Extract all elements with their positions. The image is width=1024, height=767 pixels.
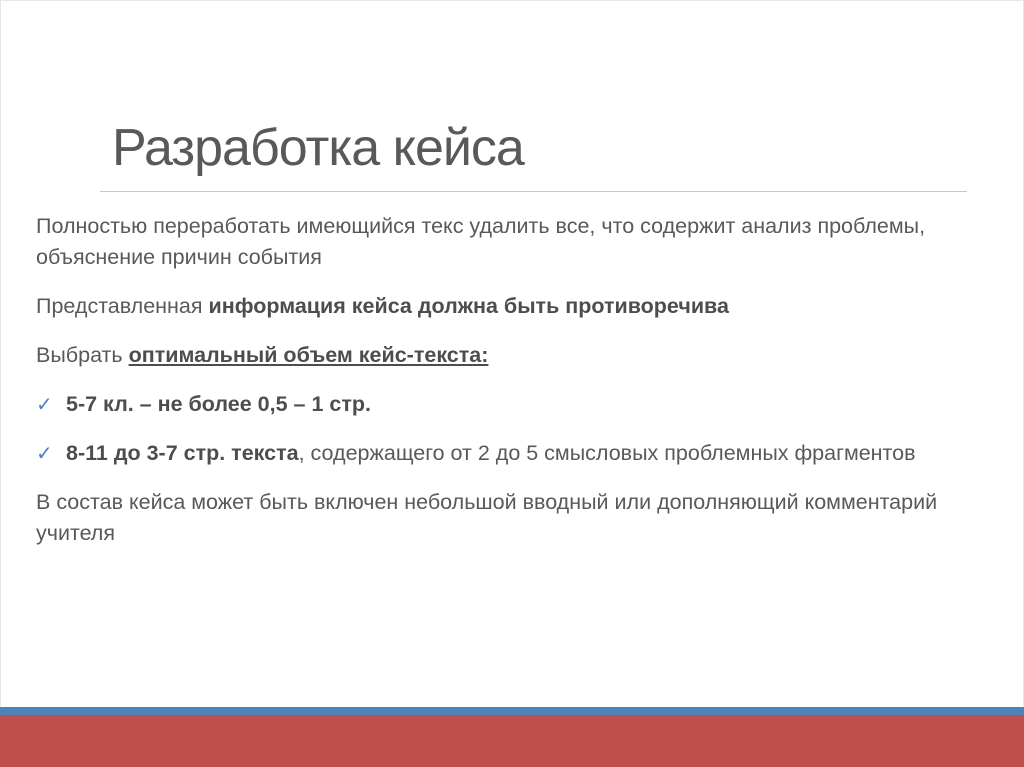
bullet-bold-text: 8-11 до 3-7 стр. текста (66, 441, 299, 465)
footer-stripe-red (0, 715, 1024, 767)
paragraph-text: Выбрать (36, 343, 129, 367)
paragraph-optimal-volume (36, 340, 986, 371)
paragraph-teacher-comment: В состав кейса может быть включен небольшой вводный или дополняющий комментарий учителя (36, 490, 938, 545)
paragraph-rework-text: Полностью переработать имеющийся текс удалить все, что содержит анализ проблемы, объяснение причин события (36, 214, 926, 269)
underlined-emphasis-text: оптимальный объем кейс-текста: (128, 343, 489, 367)
checkmark-icon: ✓ (36, 443, 53, 465)
footer-stripe-blue (0, 707, 1024, 715)
slide-title: Разработка кейса (112, 119, 524, 177)
paragraph-contradictory-info (36, 291, 986, 322)
list-item (36, 438, 986, 469)
list-item (36, 389, 986, 420)
footer-band (0, 707, 1024, 767)
checkmark-icon: ✓ (36, 394, 53, 416)
emphasis-text: информация кейса должна быть противоречива (208, 294, 729, 318)
bullet-text: , содержащего от 2 до 5 смысловых проблемных фрагментов (298, 441, 916, 465)
slide-body (36, 211, 986, 567)
title-divider (100, 191, 967, 192)
bullet-bold-text: 5-7 кл. – не более 0,5 – 1 стр. (66, 392, 371, 416)
paragraph-text: Представленная (36, 294, 209, 318)
